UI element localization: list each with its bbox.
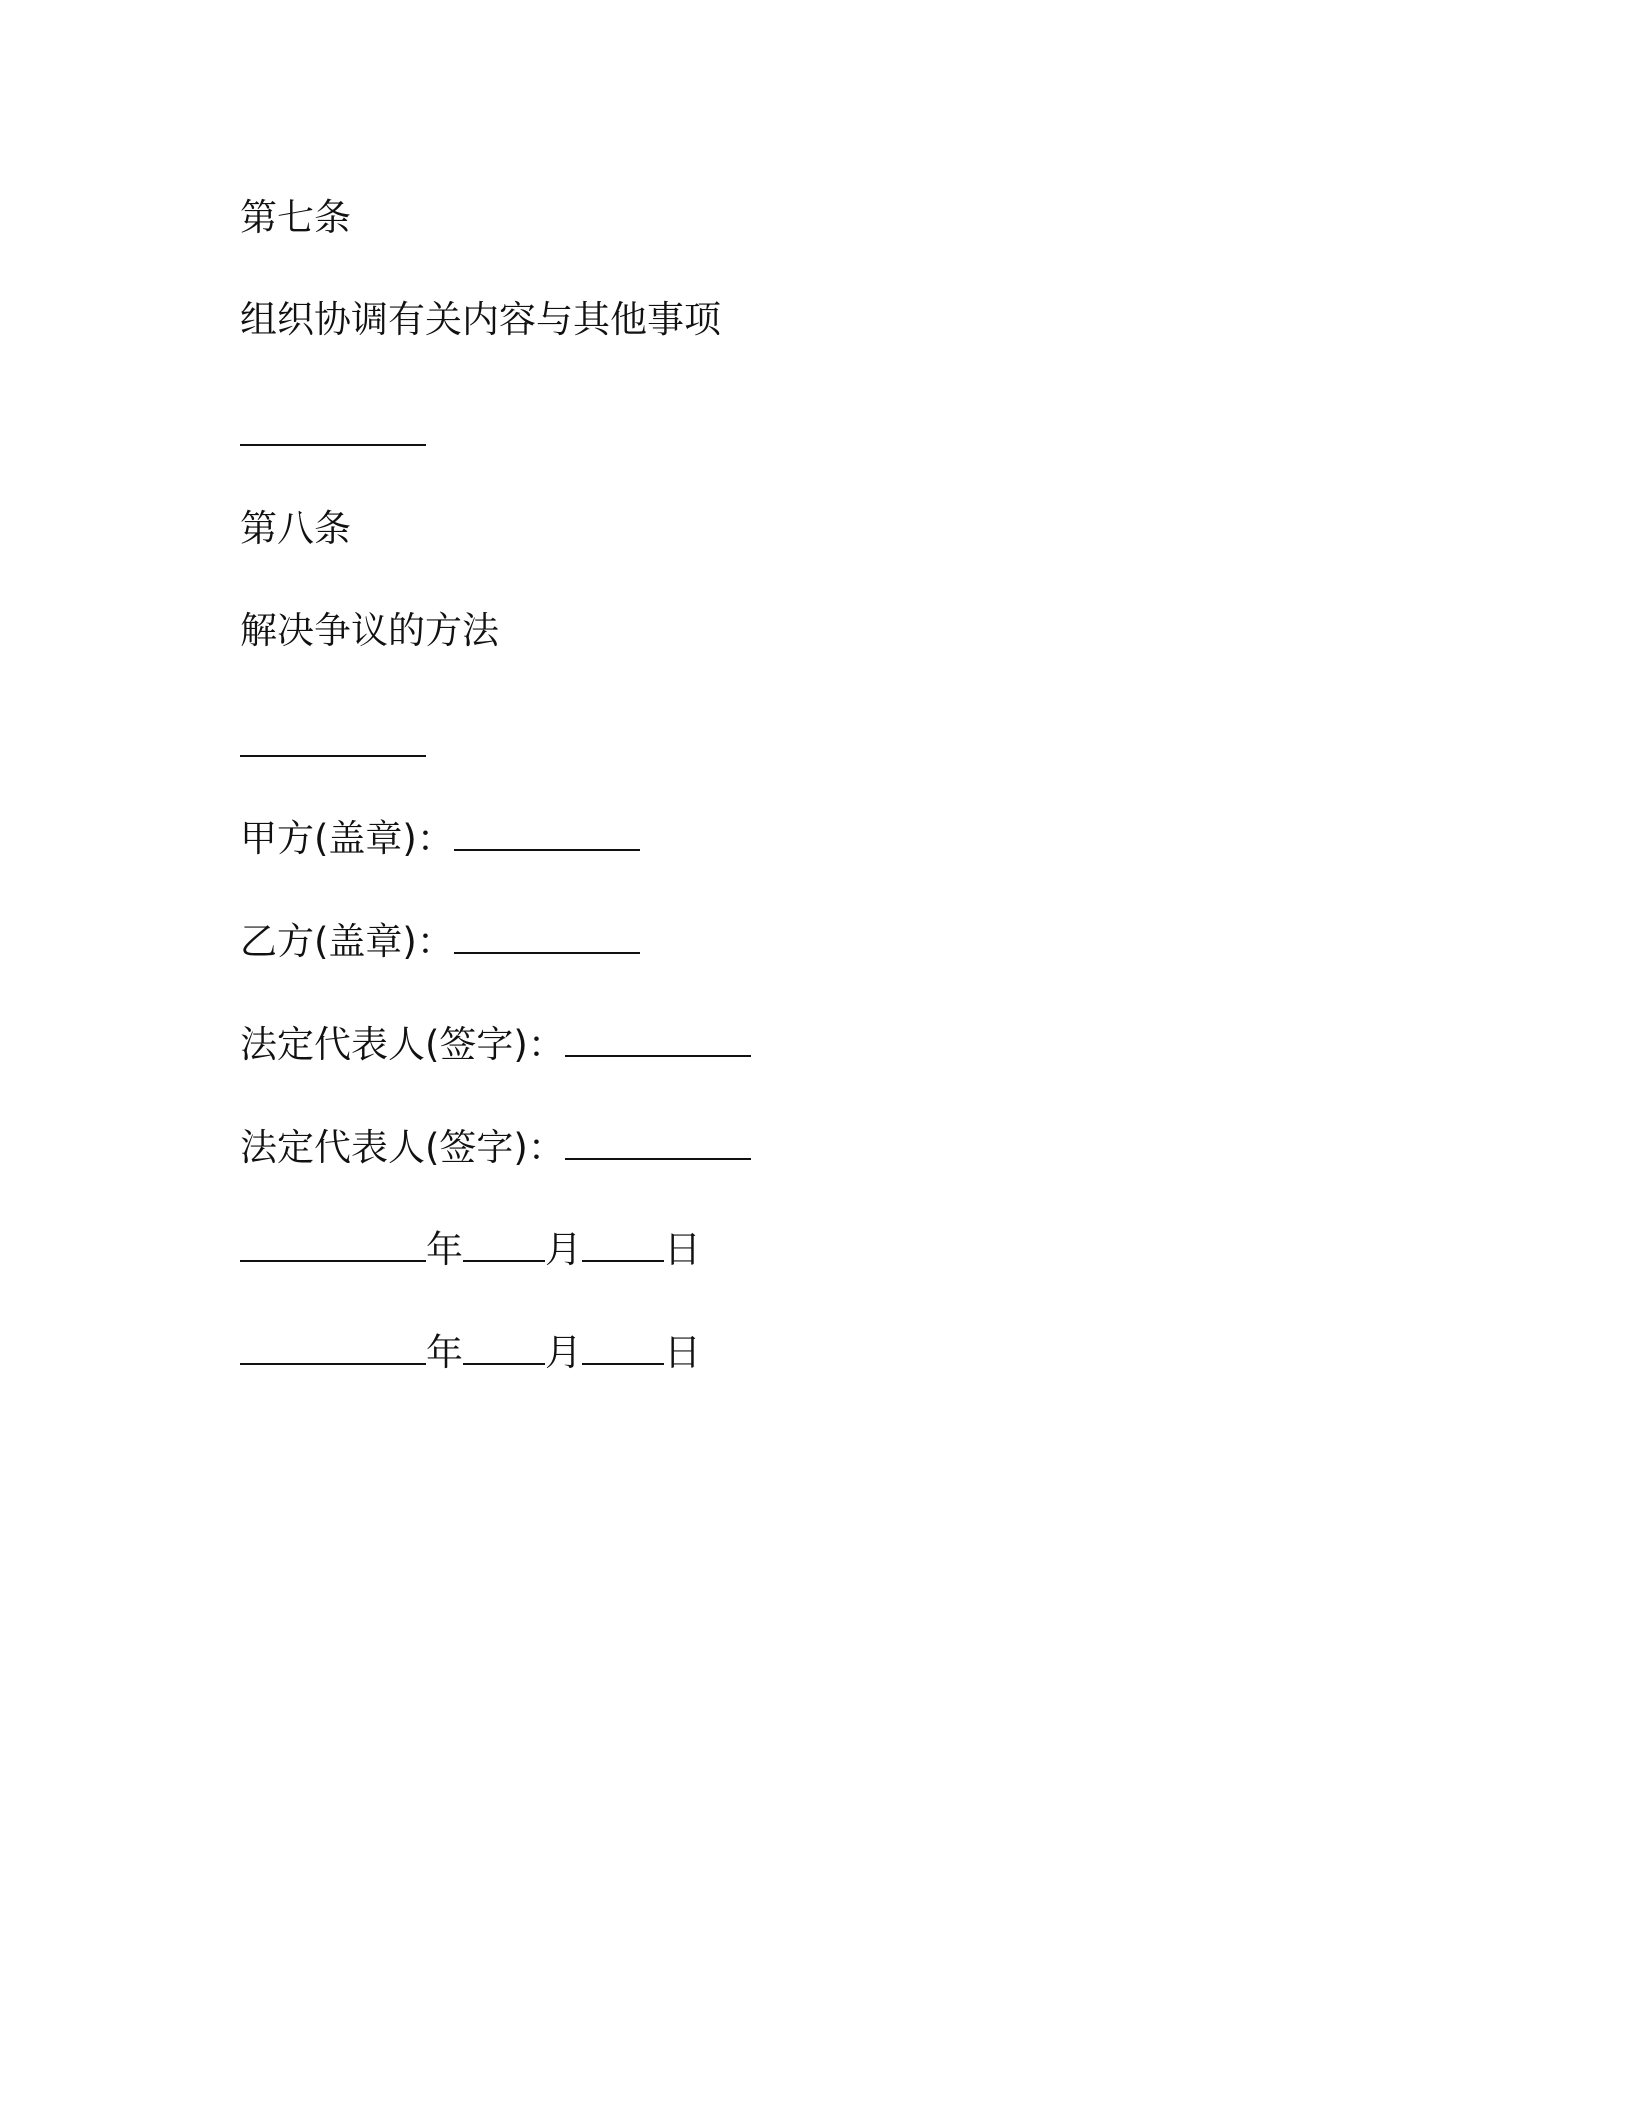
legal-rep-2-signature-line	[240, 1124, 751, 1172]
party-b-label: 乙方(盖章)：	[240, 920, 454, 963]
month-label: 月	[545, 1331, 582, 1374]
article-7-title: 组织协调有关内容与其他事项	[240, 298, 721, 341]
article-8-title: 解决争议的方法	[240, 609, 499, 652]
legal-rep-2-label: 法定代表人(签字)：	[240, 1126, 565, 1169]
day-label: 日	[664, 1331, 701, 1374]
party-a-blank	[454, 819, 640, 851]
legal-rep-1-label: 法定代表人(签字)：	[240, 1023, 565, 1066]
party-a-signature-line	[240, 815, 640, 863]
day-blank	[582, 1230, 664, 1262]
article-8-fill-blank	[240, 755, 426, 757]
year-label: 年	[426, 1228, 463, 1271]
month-blank	[463, 1230, 545, 1262]
article-8-heading: 第八条	[240, 507, 351, 550]
year-blank	[240, 1333, 426, 1365]
article-7-fill-blank	[240, 444, 426, 446]
date-line-1	[240, 1226, 701, 1274]
legal-rep-1-blank	[565, 1025, 751, 1057]
party-b-signature-line	[240, 918, 640, 966]
article-7-heading: 第七条	[240, 196, 351, 239]
party-b-blank	[454, 922, 640, 954]
day-blank	[582, 1333, 664, 1365]
party-a-label: 甲方(盖章)：	[240, 817, 454, 860]
legal-rep-2-blank	[565, 1128, 751, 1160]
day-label: 日	[664, 1228, 701, 1271]
year-blank	[240, 1230, 426, 1262]
legal-rep-1-signature-line	[240, 1021, 751, 1069]
date-line-2	[240, 1329, 701, 1377]
year-label: 年	[426, 1331, 463, 1374]
month-label: 月	[545, 1228, 582, 1271]
month-blank	[463, 1333, 545, 1365]
